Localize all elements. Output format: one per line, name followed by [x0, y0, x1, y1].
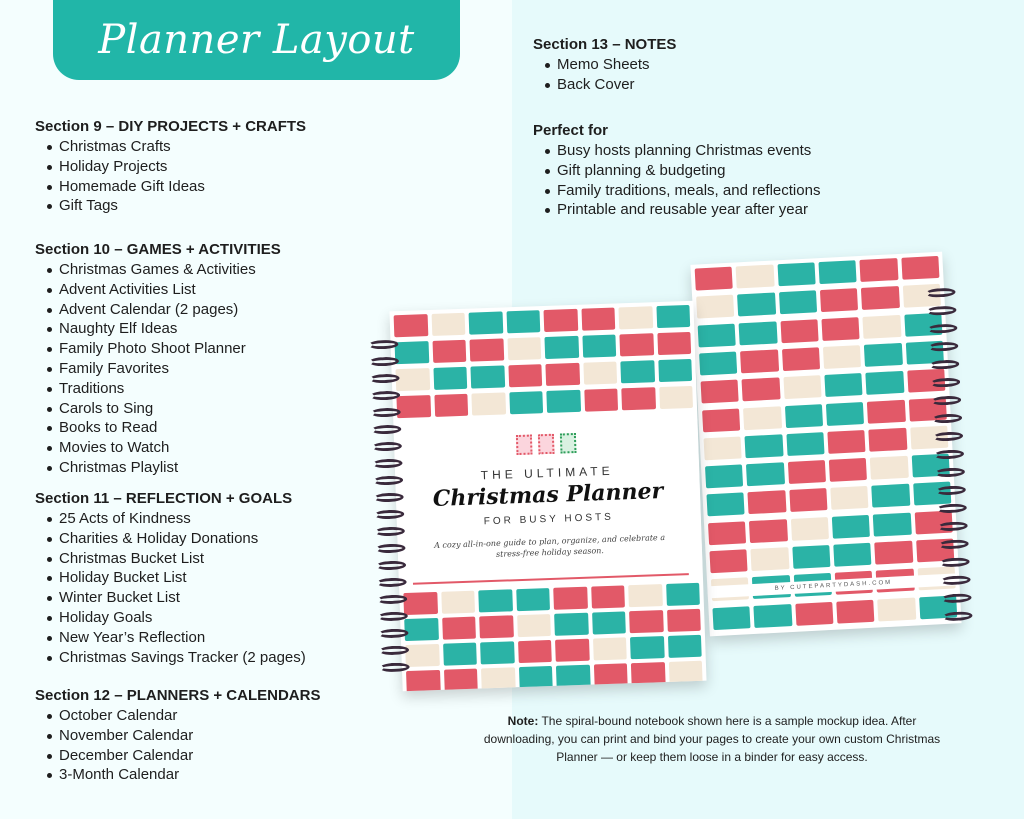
list-item: Family Photo Shoot Planner	[35, 339, 281, 359]
list-item: Holiday Projects	[35, 157, 306, 177]
item-list	[533, 55, 676, 95]
spiral-ring	[375, 543, 405, 553]
list-item: Family Favorites	[35, 359, 281, 379]
item-list	[533, 141, 820, 220]
spiral-ring	[929, 359, 959, 370]
section-games-activities	[35, 240, 281, 478]
spiral-ring	[374, 509, 404, 519]
spiral-ring	[368, 340, 398, 350]
gift-tile-icon	[820, 288, 858, 312]
gift-tile-icon	[789, 488, 827, 512]
gift-tile-icon	[696, 295, 734, 319]
gift-tile-icon	[507, 337, 541, 360]
gift-tile-icon	[754, 604, 792, 628]
gift-tile-icon	[628, 584, 662, 607]
gift-tile-icon	[875, 541, 913, 565]
gift-tile-icon	[698, 323, 736, 347]
gift-tile-icon	[593, 637, 627, 660]
spiral-ring	[933, 431, 963, 442]
spiral-ring	[940, 575, 970, 586]
gift-tile-icon	[656, 305, 690, 328]
spiral-ring	[379, 662, 409, 672]
gift-tile-icon	[867, 399, 905, 423]
list-item: November Calendar	[35, 726, 320, 746]
section-heading: Perfect for	[533, 122, 609, 139]
gift-tile-icon	[783, 375, 821, 399]
gift-tile-icon	[869, 428, 907, 452]
gift-tile-icon	[872, 484, 910, 508]
spiral-ring	[376, 560, 406, 570]
gift-tile-icon	[516, 588, 550, 611]
gift-tile-icon	[469, 311, 503, 334]
section-heading: Section 11 – REFLECTION + GOALS	[35, 490, 293, 507]
gift-tile-icon	[631, 662, 665, 685]
title-banner	[53, 0, 460, 80]
gift-tile-icon	[444, 669, 478, 692]
gift-tile-icon	[705, 465, 743, 489]
list-item: Holiday Bucket List	[35, 568, 306, 588]
gift-tile-icon	[619, 333, 653, 356]
list-item: Carols to Sing	[35, 399, 281, 419]
cover-title-line2: Christmas Planner	[432, 477, 664, 513]
gift-tile-icon	[666, 583, 700, 606]
spiral-ring	[938, 539, 968, 550]
gift-tile-icon	[395, 368, 429, 391]
spiral-ring	[374, 492, 404, 502]
gift-tile-icon	[508, 364, 542, 387]
spiral-ring	[377, 594, 407, 604]
cover-tagline: A cozy all-in-one guide to plan, organize, and celebrate a stress-free holiday season.	[434, 532, 666, 559]
gift-tile-icon	[517, 614, 551, 637]
gift-tile-icon	[737, 293, 775, 317]
gift-tile-icon	[432, 340, 466, 363]
list-item: Advent Calendar (2 pages)	[35, 300, 281, 320]
gift-tile-icon	[821, 317, 859, 341]
list-item: October Calendar	[35, 706, 320, 726]
spiral-ring	[375, 526, 405, 536]
gift-tile-icon	[701, 380, 739, 404]
christmas-pattern-bottom	[399, 579, 706, 692]
gift-tile-icon	[870, 456, 908, 480]
gift-tile-icon	[745, 434, 783, 458]
spiral-ring	[928, 341, 958, 352]
list-item: Printable and reusable year after year	[533, 200, 820, 220]
gift-tile-icon	[712, 606, 750, 630]
spiral-ring	[931, 395, 961, 406]
list-item: December Calendar	[35, 746, 320, 766]
gift-tile-icon	[863, 315, 901, 339]
gift-tile-icon	[582, 335, 616, 358]
stamp-icon	[538, 434, 555, 455]
gift-tile-icon	[702, 408, 740, 432]
gift-tile-icon	[818, 260, 856, 284]
gift-tile-icon	[833, 543, 871, 567]
gift-tile-icon	[785, 404, 823, 428]
section-heading: Section 13 – NOTES	[533, 36, 677, 53]
gift-tile-icon	[553, 587, 587, 610]
gift-tile-icon	[739, 321, 777, 345]
spiral-ring	[372, 442, 402, 452]
gift-tile-icon	[394, 314, 428, 337]
list-item: Christmas Playlist	[35, 458, 281, 478]
spiral-ring	[942, 611, 972, 622]
gift-tile-icon	[479, 615, 513, 638]
gift-tile-icon	[866, 371, 904, 395]
spiral-ring	[377, 577, 407, 587]
section-heading: Section 12 – PLANNERS + CALENDARS	[35, 687, 321, 704]
gift-tile-icon	[470, 365, 504, 388]
list-item: Family traditions, meals, and reflections	[533, 181, 820, 201]
gift-tile-icon	[901, 256, 939, 280]
section-reflection-goals	[35, 489, 306, 667]
spiral-ring	[371, 408, 401, 418]
spiral-ring	[372, 459, 402, 469]
gift-tile-icon	[629, 610, 663, 633]
gift-tile-icon	[708, 521, 746, 545]
gift-tile-icon	[544, 336, 578, 359]
gift-tile-icon	[706, 493, 744, 517]
spiral-ring	[379, 645, 409, 655]
spiral-ring	[939, 557, 969, 568]
gift-tile-icon	[556, 665, 590, 688]
gift-tile-icon	[788, 460, 826, 484]
gift-tile-icon	[591, 585, 625, 608]
spiral-ring	[369, 374, 399, 384]
list-item: Back Cover	[533, 75, 676, 95]
note-text: The spiral-bound notebook shown here is a sample mockup idea. After downloading, you can print and bind your pages to create your own custom Christmas Planner — or keep them loose in a binder for easy access.	[483, 714, 941, 764]
spiral-ring	[927, 323, 957, 334]
list-item: Gift Tags	[35, 196, 306, 216]
gift-tile-icon	[480, 641, 514, 664]
gift-tile-icon	[740, 349, 778, 373]
cover-title-line3: FOR BUSY HOSTS	[483, 511, 615, 528]
spiral-ring	[370, 391, 400, 401]
gift-tile-icon	[554, 613, 588, 636]
spiral-ring	[373, 475, 403, 485]
gift-tile-icon	[830, 486, 868, 510]
spiral-ring	[369, 357, 399, 367]
gift-tile-icon	[396, 395, 430, 418]
gift-tile-icon	[545, 363, 579, 386]
page-title: Planner Layout	[98, 17, 415, 63]
gift-tile-icon	[826, 401, 864, 425]
gift-tile-icon	[668, 661, 702, 684]
spiral-ring	[932, 413, 962, 424]
spiral-ring	[930, 377, 960, 388]
gift-tile-icon	[832, 515, 870, 539]
cover-title-line1: THE ULTIMATE	[480, 463, 614, 483]
list-item: Homemade Gift Ideas	[35, 177, 306, 197]
gift-tile-icon	[431, 313, 465, 336]
spiral-ring	[936, 485, 966, 496]
gift-tile-icon	[736, 265, 774, 289]
front-cover-mockup	[389, 301, 706, 691]
list-item: Naughty Elf Ideas	[35, 319, 281, 339]
gift-tile-icon	[791, 517, 829, 541]
gift-tile-icon	[441, 591, 475, 614]
gift-tile-icon	[433, 367, 467, 390]
gift-tile-icon	[518, 666, 552, 689]
item-list	[35, 260, 281, 478]
spiral-ring	[937, 503, 967, 514]
gift-tile-icon	[824, 373, 862, 397]
spiral-ring	[378, 628, 408, 638]
gift-tile-icon	[584, 389, 618, 412]
gift-tile-icon	[581, 308, 615, 331]
list-item: Charities & Holiday Donations	[35, 529, 306, 549]
list-item: Christmas Bucket List	[35, 549, 306, 569]
section-planners-calendars	[35, 686, 320, 785]
gift-tile-icon	[659, 386, 693, 409]
gift-tile-icon	[442, 617, 476, 640]
stamp-icon	[516, 435, 533, 456]
list-item: Christmas Crafts	[35, 137, 306, 157]
gift-tile-icon	[878, 597, 916, 621]
gift-tile-icon	[657, 332, 691, 355]
gift-tile-icon	[506, 310, 540, 333]
section-notes	[533, 35, 676, 95]
gift-tile-icon	[860, 258, 898, 282]
gift-tile-icon	[621, 387, 655, 410]
christmas-pattern-top	[389, 301, 697, 424]
list-item: Movies to Watch	[35, 438, 281, 458]
gift-tile-icon	[699, 351, 737, 375]
gift-tile-icon	[782, 347, 820, 371]
gift-tile-icon	[583, 362, 617, 385]
gift-tile-icon	[786, 432, 824, 456]
gift-tile-icon	[471, 392, 505, 415]
list-item: Christmas Savings Tracker (2 pages)	[35, 648, 306, 668]
gift-tile-icon	[829, 458, 867, 482]
gift-tile-icon	[443, 643, 477, 666]
section-heading: Section 9 – DIY PROJECTS + CRAFTS	[35, 118, 307, 135]
spiral-ring	[934, 449, 964, 460]
gift-tile-icon	[405, 644, 439, 667]
back-cover-mockup	[690, 252, 961, 637]
gift-tile-icon	[779, 291, 817, 315]
spiral-ring	[941, 593, 971, 604]
list-item: Christmas Games & Activities	[35, 260, 281, 280]
list-item: Winter Bucket List	[35, 588, 306, 608]
gift-tile-icon	[667, 635, 701, 658]
gift-tile-icon	[630, 636, 664, 659]
gift-tile-icon	[667, 609, 701, 632]
gift-tile-icon	[478, 589, 512, 612]
gift-tile-icon	[743, 406, 781, 430]
section-diy-projects	[35, 117, 306, 216]
spiral-ring	[925, 287, 955, 298]
gift-tile-icon	[709, 549, 747, 573]
gift-tile-icon	[792, 545, 830, 569]
list-item: Busy hosts planning Christmas events	[533, 141, 820, 161]
gift-tile-icon	[695, 267, 733, 291]
gift-tile-icon	[823, 345, 861, 369]
list-item: Holiday Goals	[35, 608, 306, 628]
gift-tile-icon	[873, 512, 911, 536]
gift-tile-icon	[749, 519, 787, 543]
gift-tile-icon	[555, 639, 589, 662]
gift-tile-icon	[658, 359, 692, 382]
list-item: 25 Acts of Kindness	[35, 509, 306, 529]
list-item: Advent Activities List	[35, 280, 281, 300]
cover-title-area	[394, 419, 703, 580]
gift-tile-icon	[742, 378, 780, 402]
note-label: Note:	[507, 714, 539, 728]
mockup-note	[474, 712, 950, 766]
gift-tile-icon	[593, 663, 627, 686]
spiral-ring	[371, 425, 401, 435]
spiral-ring	[935, 467, 965, 478]
gift-tile-icon	[434, 394, 468, 417]
gift-tile-icon	[469, 338, 503, 361]
gift-tile-icon	[827, 430, 865, 454]
stamp-icons	[394, 429, 699, 460]
gift-tile-icon	[395, 341, 429, 364]
gift-tile-icon	[861, 286, 899, 310]
section-heading: Section 10 – GAMES + ACTIVITIES	[35, 241, 281, 258]
item-list	[35, 137, 306, 216]
gift-tile-icon	[404, 618, 438, 641]
gift-tile-icon	[748, 491, 786, 515]
gift-tile-icon	[544, 309, 578, 332]
gift-tile-icon	[795, 602, 833, 626]
item-list	[35, 706, 320, 785]
list-item: Traditions	[35, 379, 281, 399]
gift-tile-icon	[780, 319, 818, 343]
gift-tile-icon	[777, 262, 815, 286]
gift-tile-icon	[518, 640, 552, 663]
list-item: Memo Sheets	[533, 55, 676, 75]
gift-tile-icon	[836, 599, 874, 623]
list-item: Books to Read	[35, 418, 281, 438]
spiral-ring	[378, 611, 408, 621]
item-list	[35, 509, 306, 667]
gift-tile-icon	[618, 306, 652, 329]
list-item: 3-Month Calendar	[35, 765, 320, 785]
stamp-icon	[560, 433, 577, 454]
gift-tile-icon	[620, 360, 654, 383]
gift-tile-icon	[751, 547, 789, 571]
section-perfect-for	[533, 121, 820, 220]
list-item: New Year’s Reflection	[35, 628, 306, 648]
gift-tile-icon	[406, 670, 440, 691]
gift-tile-icon	[403, 592, 437, 615]
back-cover-credit: BY CUTEPARTYDASH.COM	[707, 573, 959, 598]
spiral-ring	[926, 305, 956, 316]
gift-tile-icon	[864, 343, 902, 367]
gift-tile-icon	[704, 436, 742, 460]
list-item: Gift planning & budgeting	[533, 161, 820, 181]
gift-tile-icon	[509, 391, 543, 414]
gift-tile-icon	[481, 667, 515, 690]
spiral-ring	[938, 521, 968, 532]
gift-tile-icon	[746, 462, 784, 486]
gift-tile-icon	[546, 390, 580, 413]
gift-tile-icon	[592, 611, 626, 634]
